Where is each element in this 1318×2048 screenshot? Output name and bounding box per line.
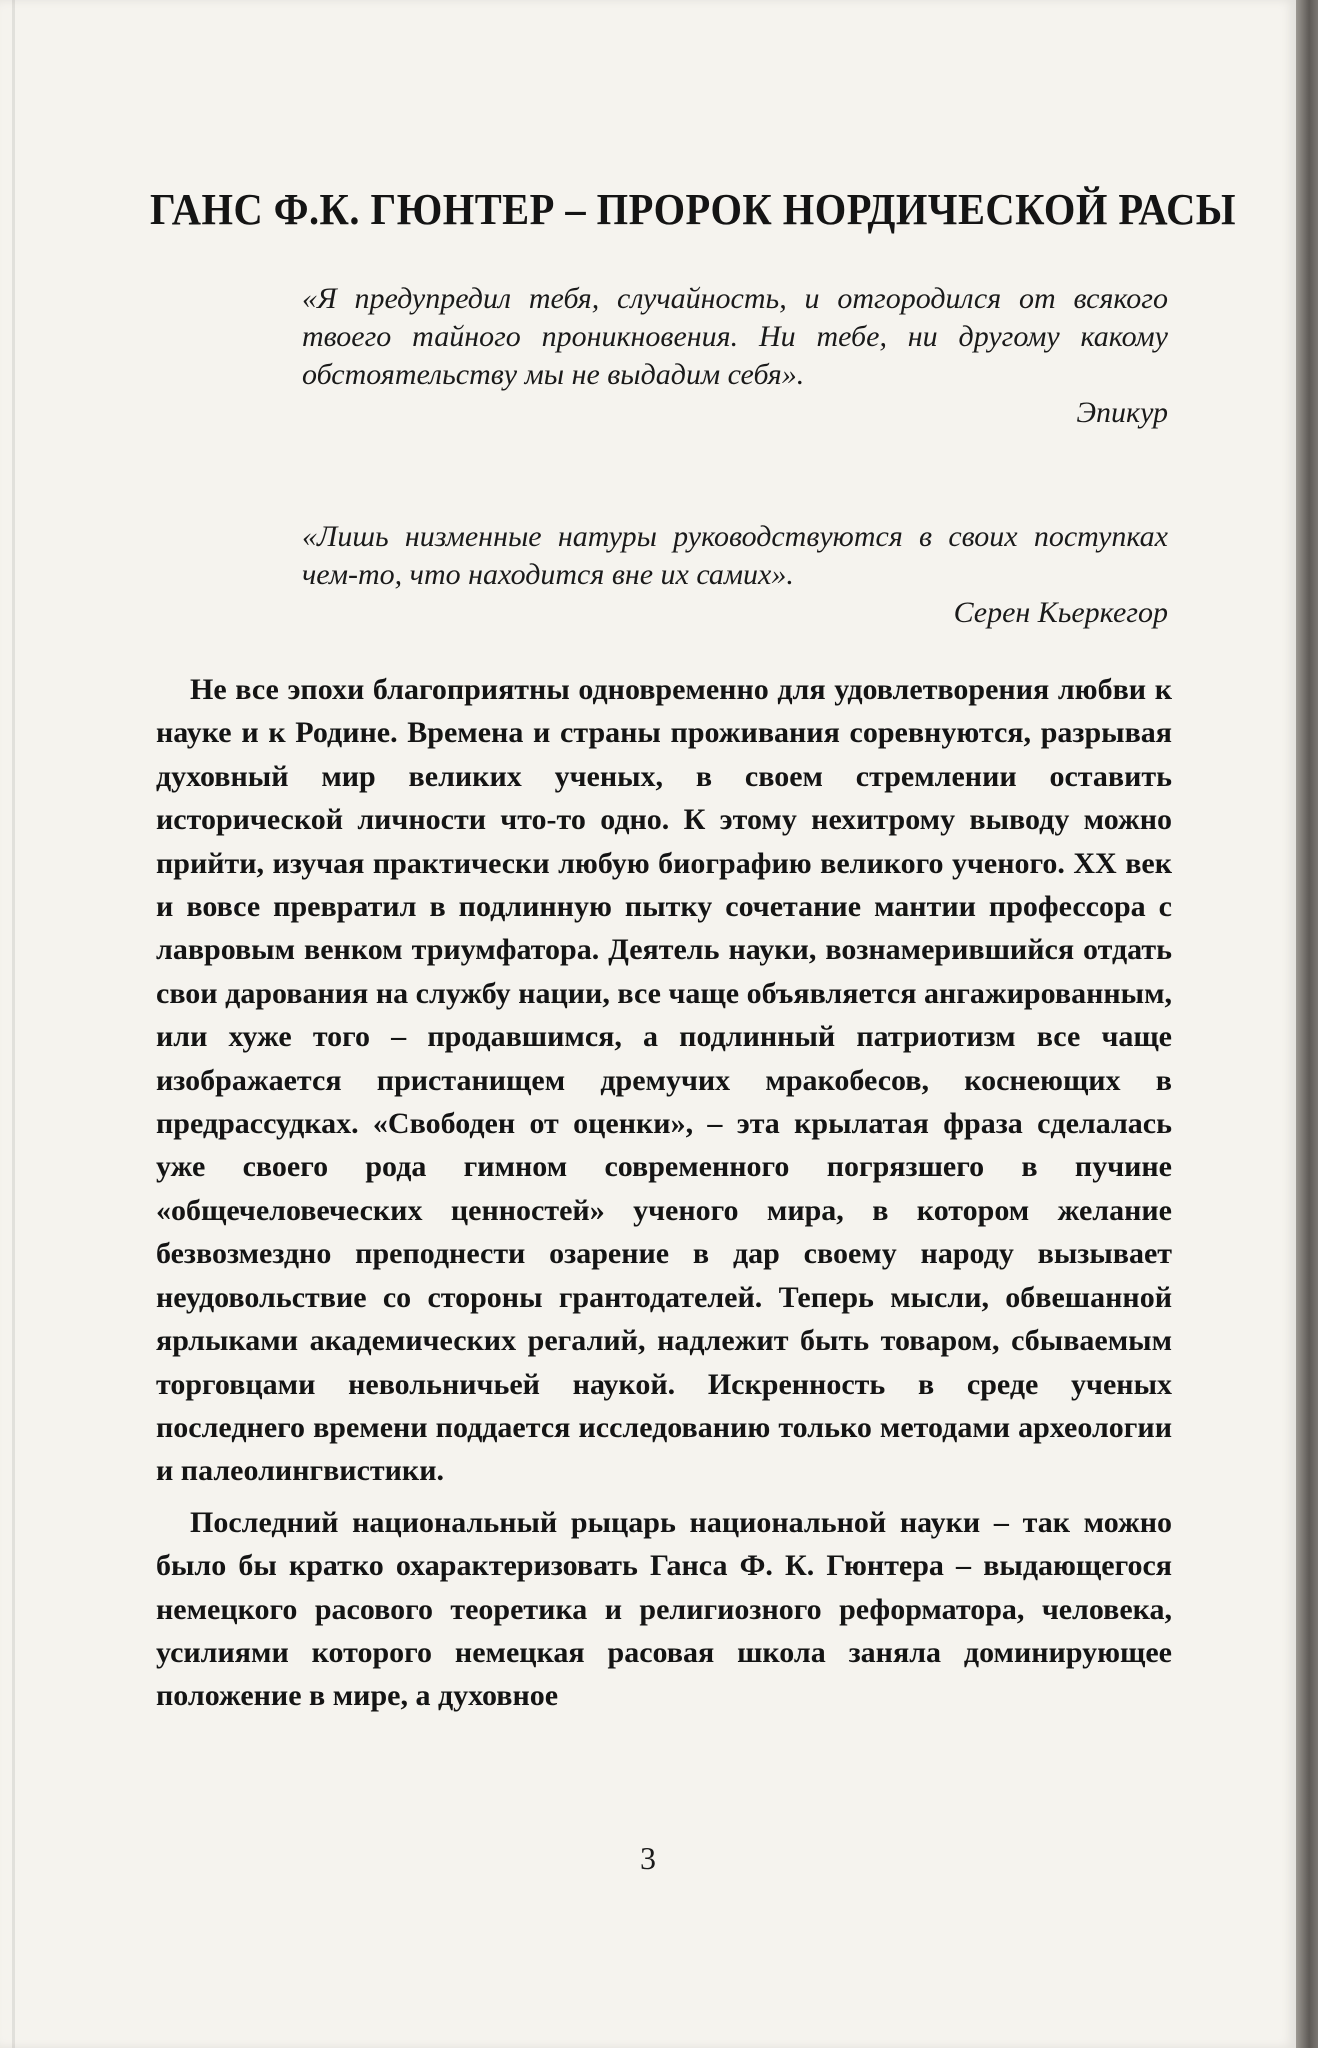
epigraph-quote: «Я предупредил тебя, случайность, и отгородился от всякого твоего тайного проникновения. Ни тебе, ни другому какому обстоятельству мы не выдадим себя». [302,282,1168,391]
paragraph: Последний национальный рыцарь национальной науки – так можно было бы кратко охарактеризовать Ганса Ф. К. Гюнтера – выдающегося немецкого расового теоретика и религиозного реформатора, человека, усилиями которого немецкая расовая школа заняла доминирующее положение в мире, а духовное [156,1505,1172,1713]
epigraph-quote: «Лишь низменные натуры руководствуются в своих поступках чем-то, что находится вне их самих». [302,520,1168,591]
body-text [156,668,1172,1726]
epigraph-author: Серен Кьеркегор [953,596,1168,629]
epigraph-2 [302,518,1168,632]
chapter-title: ГАНС Ф.К. ГЮНТЕР – ПРОРОК НОРДИЧЕСКОЙ РАСЫ [150,185,1237,234]
paragraph: Не все эпохи благоприятны одновременно для удовлетворения любви к науке и к Родине. Времена и страны проживания соревнуются, разрывая духовный мир великих ученых, в своем стремлении оставить исторической личности что-то одно. К этому нехитрому выводу можно прийти, изучая практически любую биографию великого ученого. XX век и вовсе превратил в подлинную пытку сочетание мантии профессора с лавровым венком триумфатора. Деятель науки, вознамерившийся отдать свои дарования на службу нации, все чаще объявляется ангажированным, или хуже того – продавшимся, а подлинный патриотизм все чаще изображается пристанищем дремучих мракобесов, коснеющих в предрассудках. «Свободен от оценки», – эта крылатая фраза сделалась уже своего рода гимном современного погрязшего в пучине «общечеловеческих ценностей» ученого мира, в котором желание безвозмездно преподнести озарение в дар своему народу вызывает неудовольствие со стороны грантодателей. Теперь мысли, обвешанной ярлыками академических регалий, надлежит быть товаром, сбываемым торговцами невольничьей наукой. Искренность в среде ученых последнего времени поддается исследованию только методами археологии и палеолингвистики. [156,673,1172,1488]
page-number: 3 [640,1840,656,1876]
epigraph-author: Эпикур [1076,396,1168,429]
page-binding-shadow [12,0,15,2048]
epigraph-1 [302,280,1168,432]
book-edge [1296,0,1318,2048]
